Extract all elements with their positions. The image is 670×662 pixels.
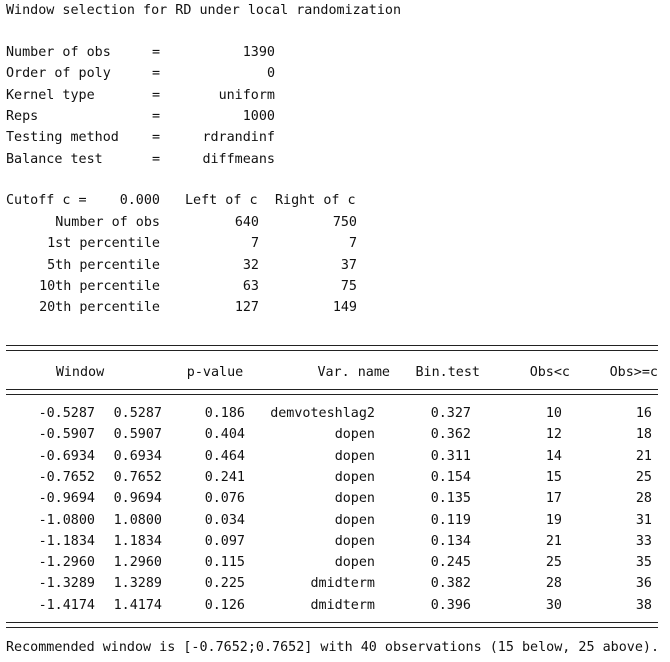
obs-above: 16 <box>635 406 652 421</box>
cutoff-row-left: 127 <box>234 300 259 316</box>
obs-below: 25 <box>545 555 562 571</box>
bin-test: 0.135 <box>430 491 471 507</box>
window-right: 0.5287 <box>113 406 162 421</box>
obs-below: 19 <box>545 512 562 528</box>
window-right: 0.9694 <box>113 491 162 507</box>
p-value: 0.404 <box>204 427 245 443</box>
var-name: dmidterm <box>310 597 375 613</box>
var-name: demvoteshlag2 <box>270 406 375 421</box>
obs-below: 10 <box>545 406 562 421</box>
setting-label: Order of poly <box>6 66 111 82</box>
cutoff-row-label: Number of obs <box>55 215 160 230</box>
obs-below: 14 <box>545 448 562 464</box>
cutoff-row-right: 750 <box>332 215 357 230</box>
column-header: Obs<c <box>529 365 570 380</box>
cutoff-label: Cutoff c = <box>6 193 87 208</box>
p-value: 0.115 <box>204 555 245 571</box>
window-right: 1.2960 <box>113 555 162 571</box>
setting-value: diffmeans <box>202 151 275 167</box>
window-left: -0.9694 <box>38 491 95 507</box>
bin-test: 0.154 <box>430 469 471 485</box>
p-value: 0.225 <box>204 576 245 592</box>
obs-above: 33 <box>635 533 652 549</box>
window-left: -1.2960 <box>38 555 95 571</box>
obs-below: 15 <box>545 469 562 485</box>
window-right: 0.7652 <box>113 469 162 485</box>
setting-equals: = <box>152 130 161 146</box>
window-right: 0.5907 <box>113 427 162 443</box>
cutoff-row-right: 149 <box>332 300 357 316</box>
cutoff-row-left: 7 <box>250 236 259 252</box>
setting-equals: = <box>152 87 161 103</box>
window-right: 1.4174 <box>113 597 162 613</box>
cutoff-row-label: 5th percentile <box>47 257 160 273</box>
obs-above: 25 <box>635 469 652 485</box>
cutoff-row-right: 75 <box>340 278 357 294</box>
output-title: Window selection for RD under local randomization <box>6 3 402 18</box>
obs-above: 31 <box>635 512 652 528</box>
obs-below: 21 <box>545 533 562 549</box>
setting-value: uniform <box>218 87 275 103</box>
bin-test: 0.134 <box>430 533 471 549</box>
column-header: Window <box>55 365 105 380</box>
var-name: dopen <box>334 512 375 528</box>
obs-above: 35 <box>635 555 652 571</box>
setting-equals: = <box>152 108 161 124</box>
window-left: -0.5287 <box>38 406 95 421</box>
p-value: 0.186 <box>204 406 245 421</box>
var-name: dmidterm <box>310 576 375 592</box>
obs-above: 36 <box>635 576 652 592</box>
window-left: -1.3289 <box>38 576 95 592</box>
cutoff-row-left: 640 <box>234 215 259 230</box>
setting-label: Reps <box>6 108 39 124</box>
cutoff-row-right: 37 <box>340 257 357 273</box>
p-value: 0.464 <box>204 448 245 464</box>
obs-above: 21 <box>635 448 652 464</box>
var-name: dopen <box>334 533 375 549</box>
var-name: dopen <box>334 555 375 571</box>
setting-value: 0 <box>266 66 275 82</box>
obs-below: 17 <box>545 491 562 507</box>
obs-below: 30 <box>545 597 562 613</box>
setting-value: 1390 <box>242 45 275 60</box>
bin-test: 0.311 <box>430 448 471 464</box>
window-right: 1.0800 <box>113 512 162 528</box>
bin-test: 0.327 <box>430 406 471 421</box>
bin-test: 0.119 <box>430 512 471 528</box>
setting-label: Balance test <box>6 151 103 167</box>
right-of-c-header: Right of c <box>275 193 356 208</box>
p-value: 0.097 <box>204 533 245 549</box>
cutoff-value: 0.000 <box>119 193 160 208</box>
cutoff-row-label: 10th percentile <box>39 278 160 294</box>
cutoff-row-left: 32 <box>242 257 259 273</box>
p-value: 0.241 <box>204 469 245 485</box>
obs-above: 38 <box>635 597 652 613</box>
window-left: -0.7652 <box>38 469 95 485</box>
window-left: -0.6934 <box>38 448 95 464</box>
cutoff-row-right: 7 <box>348 236 357 252</box>
setting-value: rdrandinf <box>202 130 275 146</box>
p-value: 0.076 <box>204 491 245 507</box>
setting-label: Testing method <box>6 130 119 146</box>
cutoff-row-label: 1st percentile <box>47 236 160 252</box>
window-right: 1.1834 <box>113 533 162 549</box>
var-name: dopen <box>334 491 375 507</box>
bin-test: 0.382 <box>430 576 471 592</box>
table-top-rule <box>6 345 658 351</box>
table-bottom-rule <box>6 622 658 628</box>
setting-equals: = <box>152 151 161 167</box>
obs-above: 28 <box>635 491 652 507</box>
window-left: -1.1834 <box>38 533 95 549</box>
setting-label: Kernel type <box>6 87 95 103</box>
setting-label: Number of obs <box>6 45 111 60</box>
cutoff-row-label: 20th percentile <box>39 300 160 316</box>
cutoff-row-left: 63 <box>242 278 259 294</box>
window-right: 0.6934 <box>113 448 162 464</box>
window-left: -1.0800 <box>38 512 95 528</box>
left-of-c-header: Left of c <box>185 193 258 208</box>
setting-value: 1000 <box>242 108 275 124</box>
bin-test: 0.245 <box>430 555 471 571</box>
var-name: dopen <box>334 469 375 485</box>
column-header: p-value <box>186 365 244 380</box>
var-name: dopen <box>334 427 375 443</box>
window-right: 1.3289 <box>113 576 162 592</box>
obs-below: 12 <box>545 427 562 443</box>
var-name: dopen <box>334 448 375 464</box>
recommended-window-text: Recommended window is [-0.7652;0.7652] with 40 observations (15 below, 25 above). <box>6 640 660 655</box>
column-header: Bin.test <box>415 365 480 380</box>
column-header: Var. name <box>317 365 390 380</box>
window-left: -1.4174 <box>38 597 95 613</box>
bin-test: 0.396 <box>430 597 471 613</box>
p-value: 0.034 <box>204 512 245 528</box>
window-left: -0.5907 <box>38 427 95 443</box>
obs-below: 28 <box>545 576 562 592</box>
p-value: 0.126 <box>204 597 245 613</box>
setting-equals: = <box>152 66 161 82</box>
setting-equals: = <box>152 45 161 60</box>
column-header: Obs>=c <box>609 365 658 380</box>
obs-above: 18 <box>635 427 652 443</box>
bin-test: 0.362 <box>430 427 471 443</box>
table-header-rule <box>6 389 658 395</box>
